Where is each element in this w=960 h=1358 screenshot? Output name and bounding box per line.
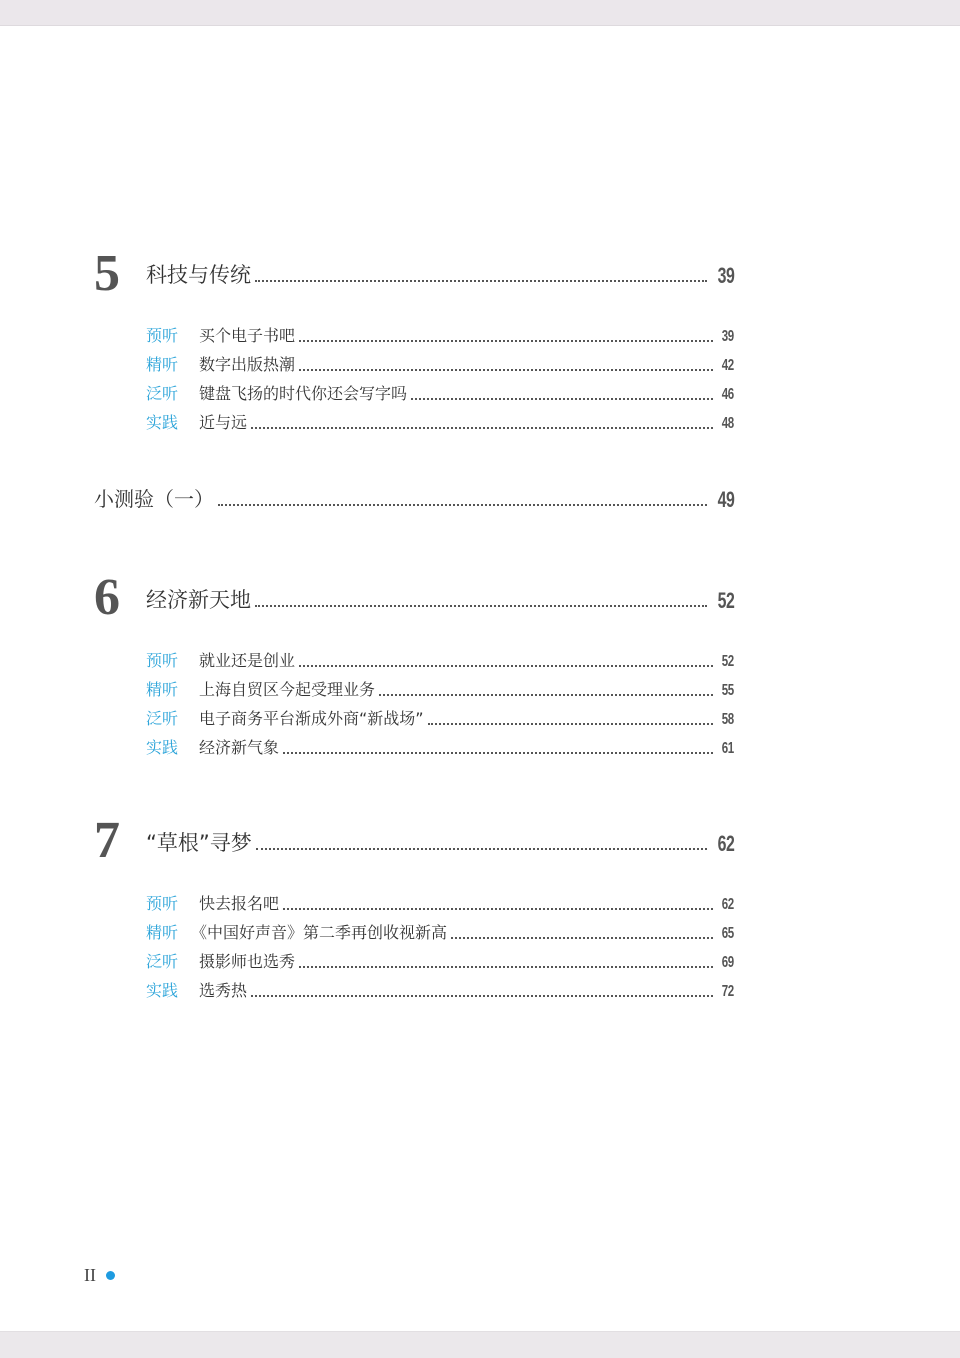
unit-title: “草根”寻梦 bbox=[146, 831, 252, 855]
section-tag: 精听 bbox=[146, 923, 179, 942]
toc-item[interactable] bbox=[146, 950, 734, 972]
section-tag: 预听 bbox=[146, 894, 179, 913]
item-title: 《中国好声音》第二季再创收视新高 bbox=[191, 923, 448, 942]
page-number: 49 bbox=[717, 487, 734, 512]
toc-item[interactable] bbox=[146, 324, 734, 346]
section-tag: 泛听 bbox=[146, 384, 179, 403]
page-number: 39 bbox=[717, 263, 734, 288]
page-number: 48 bbox=[721, 415, 734, 432]
item-title: 键盘飞扬的时代你还会写字吗 bbox=[199, 384, 408, 403]
page-number: 46 bbox=[721, 386, 734, 403]
item-title: 数字出版热潮 bbox=[199, 355, 296, 374]
leader-dots bbox=[451, 937, 713, 939]
section-tag: 预听 bbox=[146, 651, 179, 670]
leader-dots bbox=[251, 427, 713, 429]
page-number: 55 bbox=[721, 682, 734, 699]
toc-item[interactable] bbox=[146, 921, 734, 943]
item-title: 就业还是创业 bbox=[199, 651, 296, 670]
section-tag: 精听 bbox=[146, 355, 179, 374]
unit-title: 经济新天地 bbox=[146, 588, 251, 612]
toc-item[interactable] bbox=[146, 707, 734, 729]
unit-number: 5 bbox=[94, 245, 120, 302]
item-title: 经济新气象 bbox=[199, 738, 280, 757]
section-tag: 实践 bbox=[146, 981, 179, 1000]
page-number: 39 bbox=[721, 328, 734, 345]
page-number: 69 bbox=[721, 954, 734, 971]
folio-number: II bbox=[84, 1265, 96, 1285]
leader-dots bbox=[256, 848, 707, 850]
unit-number: 6 bbox=[94, 569, 120, 626]
leader-dots bbox=[299, 665, 713, 667]
leader-dots bbox=[411, 398, 713, 400]
leader-dots bbox=[299, 340, 713, 342]
toc-item[interactable] bbox=[146, 979, 734, 1001]
unit-title: 科技与传统 bbox=[146, 263, 251, 287]
leader-dots bbox=[299, 966, 713, 968]
item-title: 近与远 bbox=[199, 413, 248, 432]
toc-item[interactable] bbox=[146, 649, 734, 671]
quiz-title: 小测验（一） bbox=[94, 487, 214, 511]
toc-unit-7[interactable] bbox=[146, 826, 734, 856]
leader-dots bbox=[283, 908, 713, 910]
page-folio bbox=[84, 1266, 115, 1284]
page-number: 62 bbox=[717, 831, 734, 856]
page-number: 52 bbox=[721, 653, 734, 670]
leader-dots bbox=[428, 723, 714, 725]
toc-item[interactable] bbox=[146, 892, 734, 914]
section-tag: 泛听 bbox=[146, 709, 179, 728]
leader-dots bbox=[255, 280, 707, 282]
page-number: 62 bbox=[721, 896, 734, 913]
section-tag: 实践 bbox=[146, 738, 179, 757]
item-title: 选秀热 bbox=[199, 981, 248, 1000]
page-number: 61 bbox=[721, 740, 734, 757]
page-number: 58 bbox=[721, 711, 734, 728]
bullet-dot-icon bbox=[106, 1271, 115, 1280]
item-title: 摄影师也选秀 bbox=[199, 952, 296, 971]
leader-dots bbox=[299, 369, 713, 371]
toc-unit-6[interactable] bbox=[146, 583, 734, 613]
toc-unit-5[interactable] bbox=[146, 258, 734, 288]
page-number: 52 bbox=[717, 588, 734, 613]
toc-item[interactable] bbox=[146, 678, 734, 700]
viewer-top-band bbox=[0, 0, 960, 26]
leader-dots bbox=[283, 752, 713, 754]
leader-dots bbox=[379, 694, 713, 696]
leader-dots bbox=[255, 605, 707, 607]
item-title: 电子商务平台渐成外商“新战场” bbox=[199, 709, 424, 728]
item-title: 买个电子书吧 bbox=[199, 326, 296, 345]
toc-item[interactable] bbox=[146, 411, 734, 433]
item-title: 上海自贸区今起受理业务 bbox=[199, 680, 376, 699]
toc-item[interactable] bbox=[146, 736, 734, 758]
page-number: 65 bbox=[721, 925, 734, 942]
toc-quiz[interactable] bbox=[94, 484, 734, 512]
section-tag: 预听 bbox=[146, 326, 179, 345]
toc-item[interactable] bbox=[146, 382, 734, 404]
section-tag: 精听 bbox=[146, 680, 179, 699]
leader-dots bbox=[251, 995, 713, 997]
toc-item[interactable] bbox=[146, 353, 734, 375]
page-number: 72 bbox=[721, 983, 734, 1000]
leader-dots bbox=[218, 504, 707, 506]
section-tag: 实践 bbox=[146, 413, 179, 432]
unit-number: 7 bbox=[94, 812, 120, 869]
section-tag: 泛听 bbox=[146, 952, 179, 971]
item-title: 快去报名吧 bbox=[199, 894, 280, 913]
viewer-bottom-band bbox=[0, 1331, 960, 1358]
page-number: 42 bbox=[721, 357, 734, 374]
